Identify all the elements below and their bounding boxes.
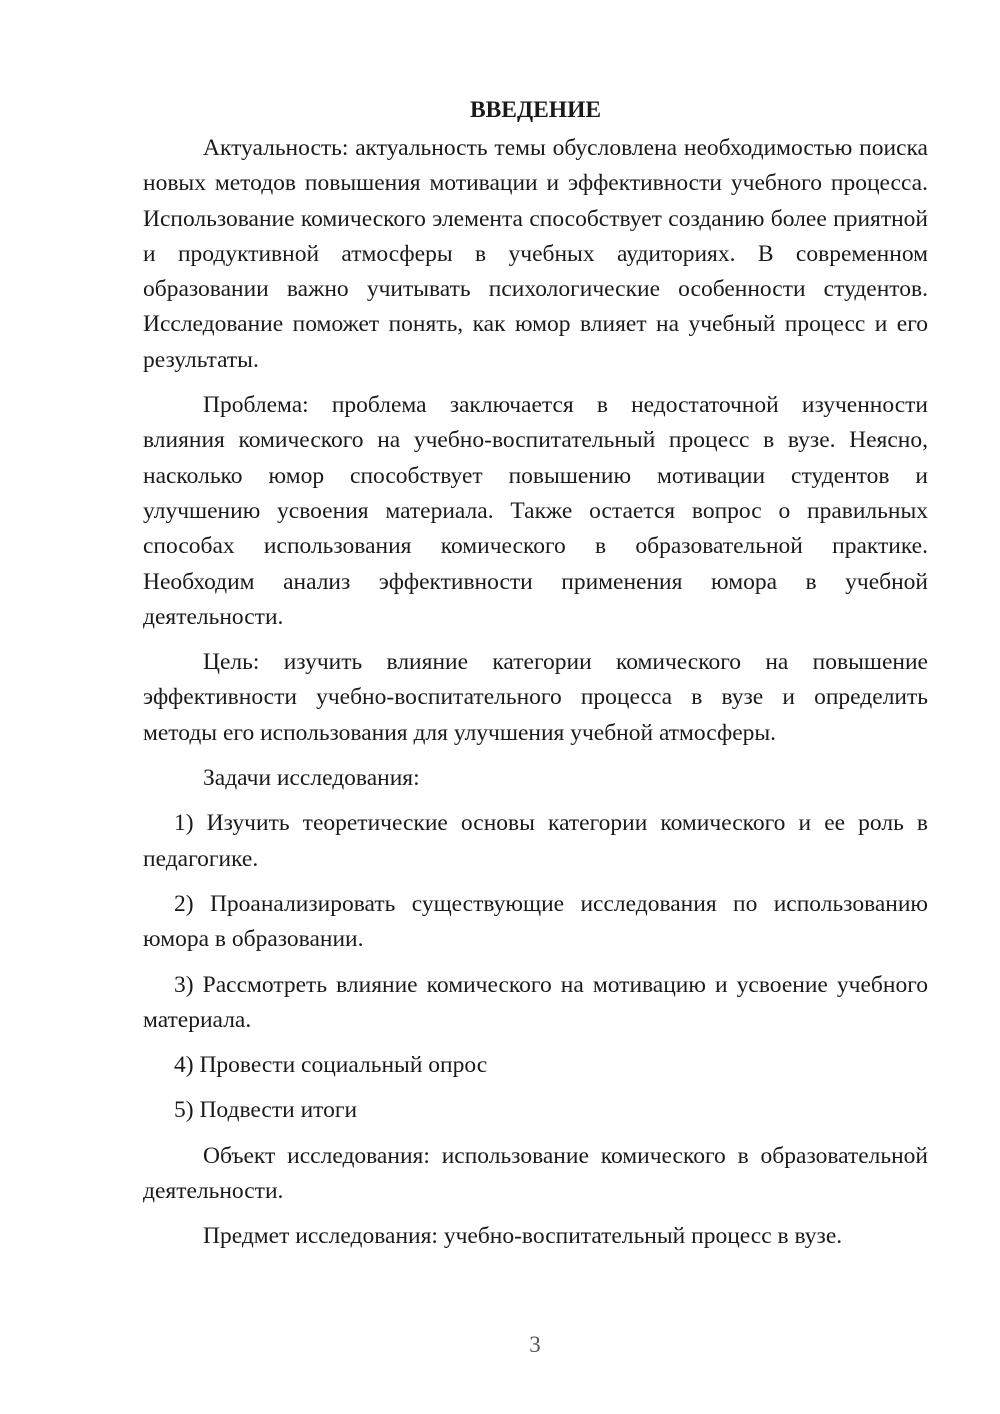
section-title: ВВЕДЕНИЕ — [469, 97, 602, 123]
relevance-paragraph: Актуальность: актуальность темы обусловлена необходимостью поиска новых методов повышения мотивации и эффективности учебного процесса. Использование комического элемента способствует созданию более приятной и продуктивной атмосферы в учебных аудиториях. В современном образовании важно учитывать психологические особенности студентов. Исследование поможет понять, как юмор влияет на учебный процесс и его результаты. — [143, 135, 928, 373]
tasks-list — [143, 806, 928, 1128]
tasks-heading: Задачи исследования: — [203, 765, 420, 792]
task-item-1: 1) Изучить теоретические основы категории комического и ее роль в педагогике. — [143, 810, 928, 872]
page-content — [143, 93, 928, 1265]
problem-paragraph: Проблема: проблема заключается в недостаточной изученности влияния комического на учебно-воспитательный процесс в вузе. Неясно, насколько юмор способствует повышению мотивации студентов и улучшению усвоения материала. Также остается вопрос о правильных способах использования комического в образовательной практике. Необходим анализ эффективности применения юмора в учебной деятельности. — [143, 392, 928, 630]
task-item-3: 3) Рассмотреть влияние комического на мотивацию и усвоение учебного материала. — [143, 971, 928, 1033]
subject-paragraph: Предмет исследования: учебно-воспитательный процесс в вузе. — [203, 1223, 843, 1250]
object-paragraph: Объект исследования: использование комического в образовательной деятельности. — [143, 1142, 928, 1205]
task-item-2: 2) Проанализировать существующие исследования по использованию юмора в образовании. — [143, 890, 928, 953]
task-item-5: 5) Подвести итоги — [174, 1097, 358, 1124]
task-item-4: 4) Провести социальный опрос — [174, 1052, 488, 1079]
goal-paragraph: Цель: изучить влияние категории комического на повышение эффективности учебно-воспитательного процесса в вузе и определить методы его использования для улучшения учебной атмосферы. — [143, 649, 928, 746]
page-number: 3 — [529, 1332, 541, 1357]
